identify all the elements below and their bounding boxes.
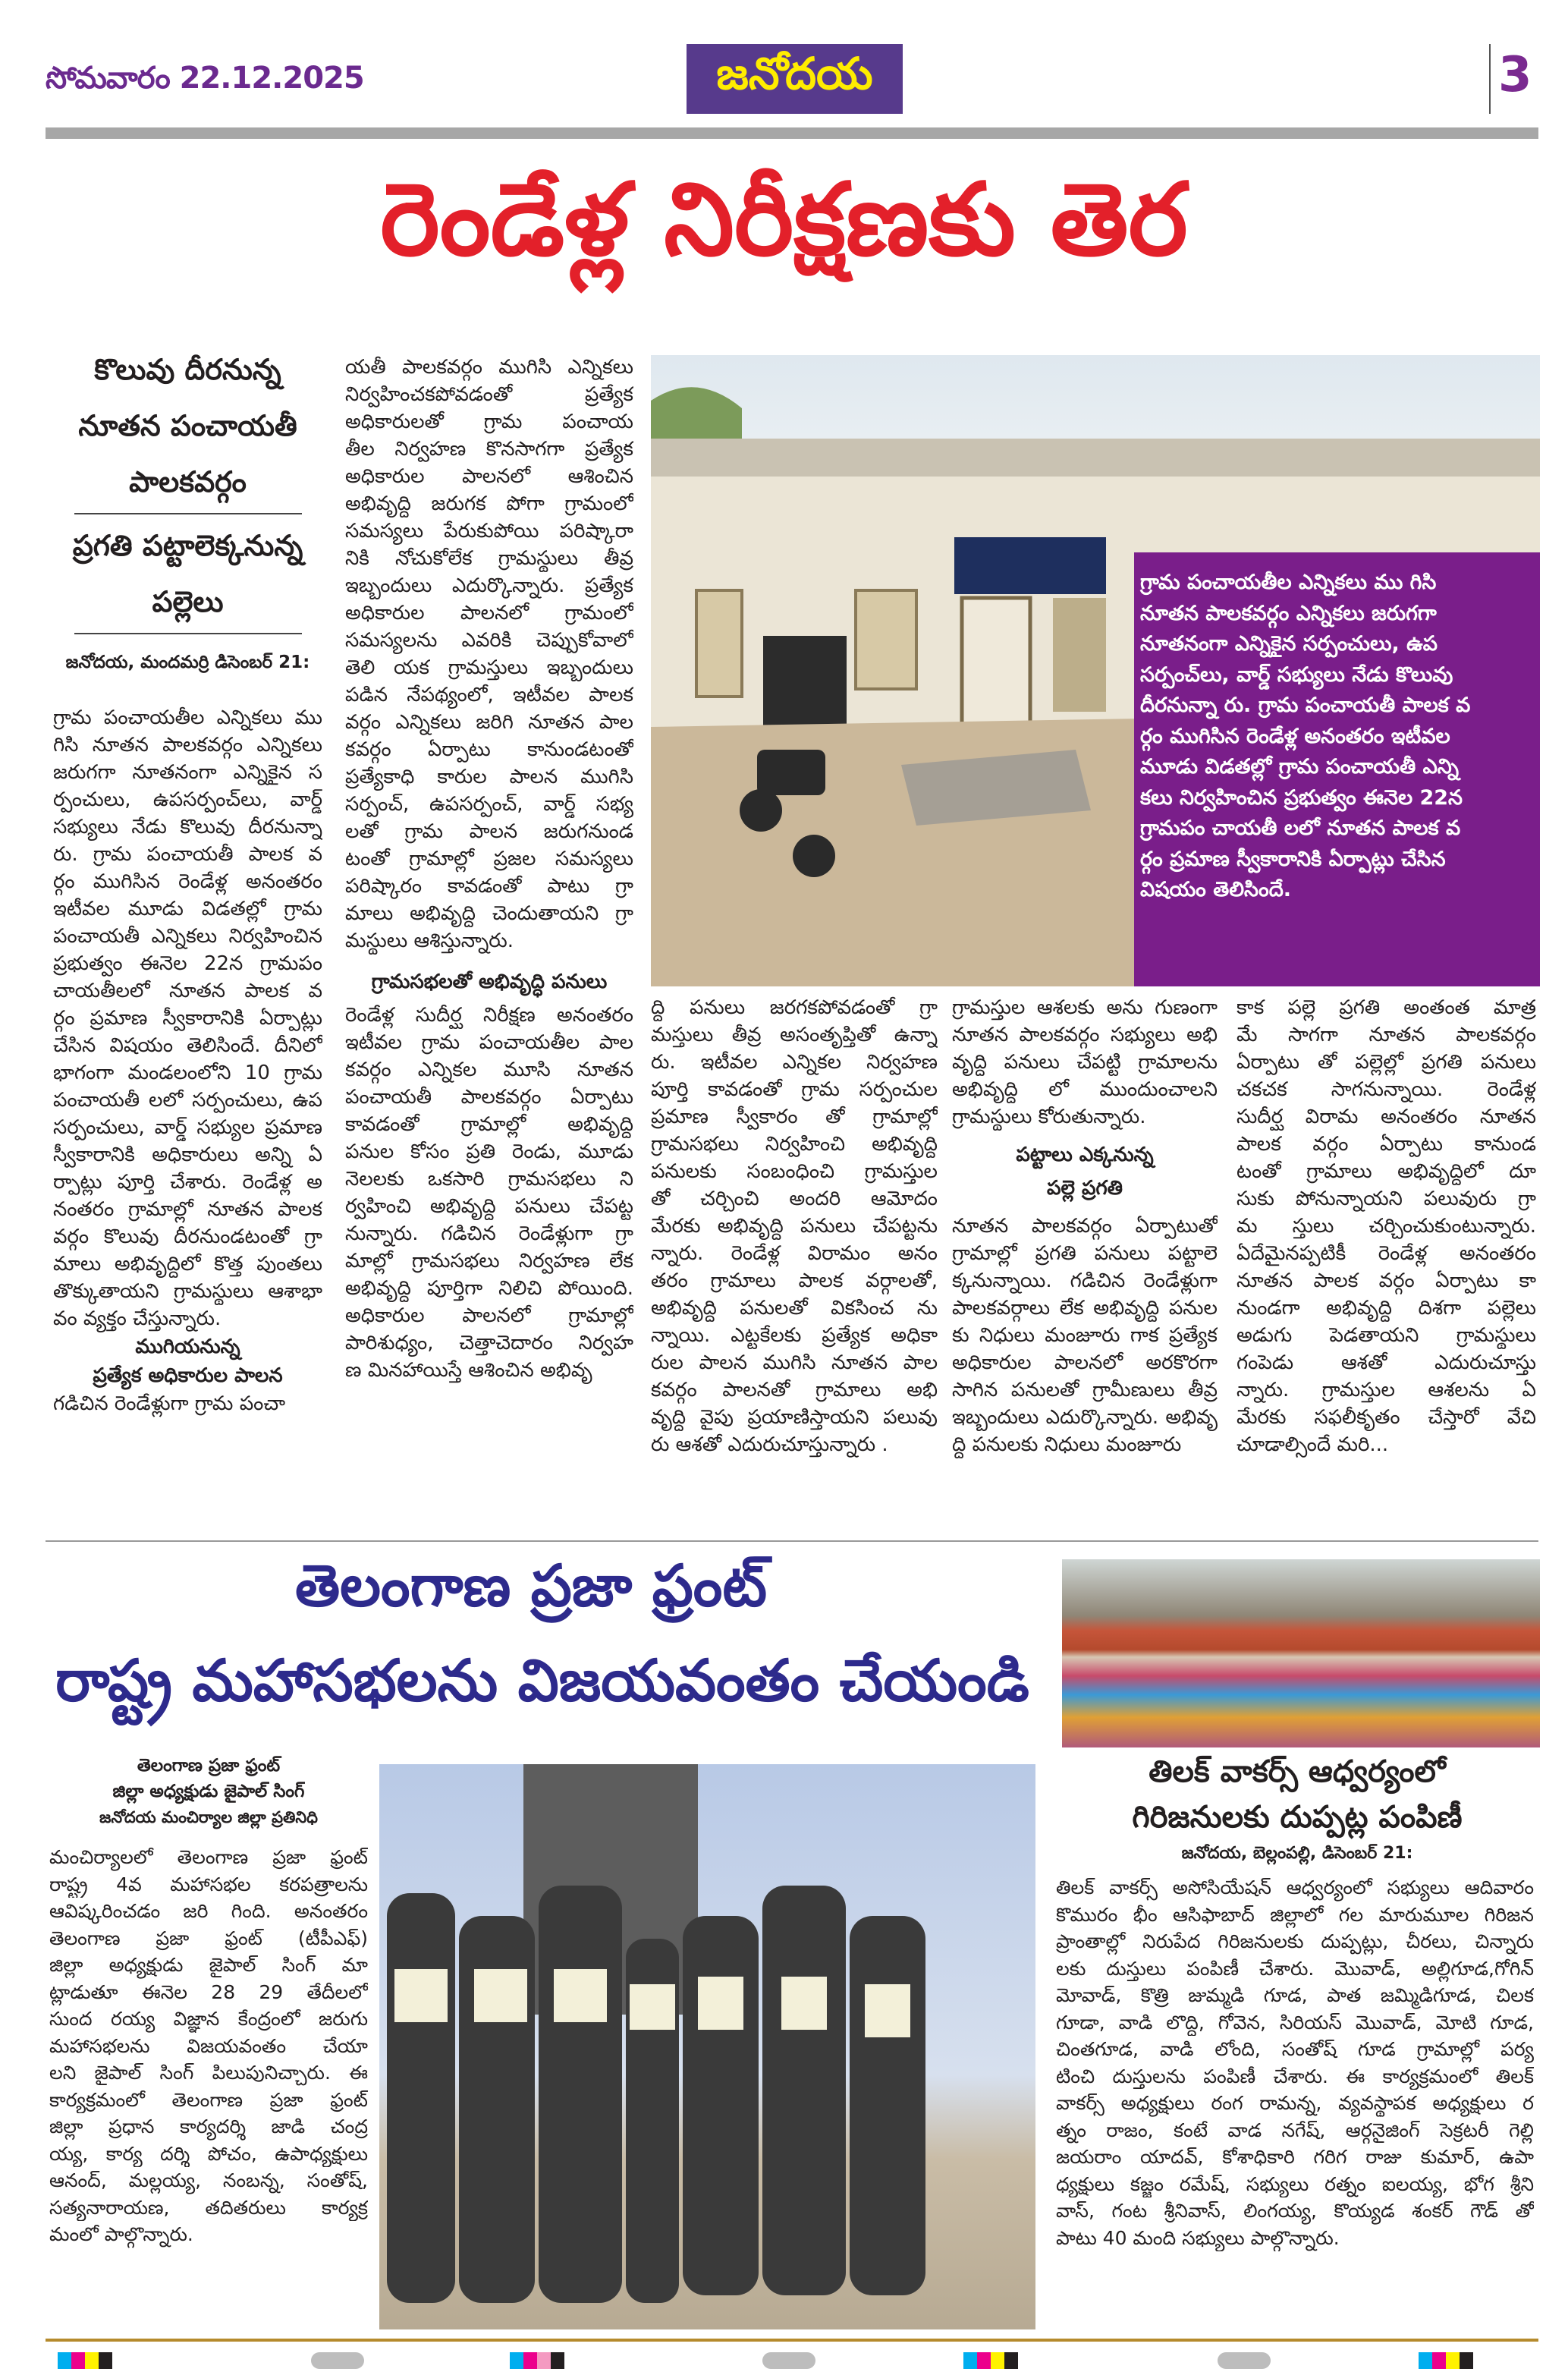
article-column-3	[651, 994, 938, 1458]
text-line: గ్రామస్తుల ఆశలకు అను గుణంగా	[952, 996, 1218, 1019]
registration-pill	[311, 2352, 364, 2369]
headline-line: తిలక్ వాకర్స్ ఆధ్వర్యంలో	[1149, 1754, 1446, 1789]
subheading: ముగియనున్న	[135, 1335, 240, 1358]
text-line: నూతన పాలకవర్గం ఎన్నికలు జరుగగా	[1140, 601, 1437, 625]
text-line: మాలు అభివృద్ధిలో కొత్త పుంతలు	[53, 1253, 322, 1276]
text-line: చకచక సాగనున్నాయి. రెండేళ్ల	[1236, 1078, 1536, 1101]
text-line: మస్తులు తీవ్ర అసంతృప్తితో ఉన్నా	[651, 1024, 938, 1046]
text-line: చింతగూడ, వాడి లోంది, సంతోష్ గూడ గ్రామాల్లో పర్య	[1056, 2038, 1534, 2060]
text-line: మేరకు అభివృద్ధి పనులు చేపట్టను	[651, 1215, 938, 1238]
text-line: మంలో పాల్గొన్నారు.	[49, 2223, 193, 2245]
text-line: నున్నారు. గడిచిన రెండేళ్లుగా గ్రా	[345, 1222, 633, 1245]
text-line: రాష్ట్ర 4వ మహాసభల కరపత్రాలను	[49, 1873, 368, 1895]
tilak-headline	[1054, 1749, 1540, 1840]
text-line: స్వీకారానికి అధికారులు అన్ని ఏ	[53, 1143, 322, 1166]
tpf-subheading	[53, 1753, 364, 1830]
page-number-divider	[1489, 44, 1491, 114]
text-line: తిలక్ వాకర్స్ అసోసియేషన్ ఆధ్వర్యంలో సభ్యులు ఆదివారం	[1056, 1876, 1534, 1898]
text-line: పాలకవర్గాలు లేక అభివృద్ధి పనుల	[952, 1297, 1218, 1320]
text-line: గిసి నూతన పాలకవర్గం ఎన్నికలు	[53, 734, 322, 757]
text-line: కాక పల్లె ప్రగతి అంతంత మాత్ర	[1236, 996, 1536, 1019]
text-line: యతీ పాలకవర్గం ముగిసి ఎన్నికలు	[345, 356, 633, 379]
text-line: ర్గం ముగిసిన రెండేళ్ల అనంతరం	[53, 870, 322, 893]
text-line: ఆవిష్కరించడం జరి గింది. అనంతరం	[49, 1900, 368, 1922]
side-heading-line: ప్రగతి పట్టాలెక్కనున్న	[72, 529, 303, 562]
text-line: అభివృద్ధి పూర్తిగా నిలిచి పోయింది.	[345, 1277, 633, 1300]
group-photo-illustration	[379, 1764, 1035, 2329]
pamphlet-release-photo	[379, 1764, 1035, 2329]
text-line: మంచిర్యాలలో తెలంగాణ ప్రజా ఫ్రంట్	[49, 1846, 368, 1868]
text-line: న్నాయి. ఎట్టకేలకు ప్రత్యేక అధికా	[651, 1324, 938, 1347]
article-column-1	[53, 704, 322, 1417]
text-line: నూతన పాలకవర్గం సభ్యులు అభి	[952, 1024, 1218, 1046]
tpf-headline-line-1: తెలంగాణ ప్రజా ఫ్రంట్	[294, 1552, 767, 1619]
text-line: ర్వహించి అభివృద్ధి పనులు చేపట్ట	[345, 1195, 633, 1218]
text-line: వర్గం ఎన్నికలు జరిగి నూతన పాల	[345, 711, 633, 734]
text-line: ర్పాట్లు పూర్తి చేశారు. రెండేళ్ల అ	[53, 1171, 322, 1194]
text-line: సత్యనారాయణ, తదితరులు కార్యక్ర	[49, 2196, 368, 2219]
text-line: దీరనున్నా రు. గ్రామ పంచాయతీ పాలక వ	[1140, 694, 1471, 717]
text-line: గంపెడు ఆశతో ఎదురుచూస్తు	[1236, 1351, 1536, 1374]
text-line: మేరకు సఫలీకృతం చేస్తారో వేచి	[1236, 1406, 1536, 1429]
text-line: అధికారుల పాలనలో గ్రామాల్లో	[345, 1304, 633, 1327]
text-line: రు. గ్రామ పంచాయతీ పాలక వ	[53, 843, 322, 866]
text-line: కార్యక్రమంలో తెలంగాణ ప్రజా ఫ్రంట్	[49, 2088, 368, 2111]
text-line: ఇబ్బందులు ఎదుర్కొన్నారు. అభివృ	[952, 1406, 1218, 1429]
side-heading-line: పాలకవర్గం	[129, 465, 247, 499]
text-line: అధికారుల పాలనలో గ్రామంలో	[345, 602, 633, 624]
tpf-article-body	[49, 1844, 368, 2248]
tpf-headline-line-2: రాష్ట్ర మహాసభలను విజయవంతం చేయండి	[55, 1647, 1029, 1714]
text-line: న్నారు. గ్రామస్తుల ఆశలను ఏ	[1236, 1379, 1536, 1401]
text-line: నిర్వహించకపోవడంతో ప్రత్యేక	[345, 383, 633, 406]
text-line: మోవాడ్, కొత్రి జుమ్మడి గూడ, పాత జమ్మిడిగూడ, చిలక	[1056, 1984, 1534, 2006]
text-line: పారిశుధ్యం, చెత్తాచెదారం నిర్వహ	[345, 1332, 633, 1354]
text-line: సర్పంచులు, వార్డ్ సభ్యుల ప్రమాణ	[53, 1116, 322, 1139]
text-line: అభివృద్ధి లో ముందుంచాలని	[952, 1078, 1218, 1101]
text-line: అడుగు పెడతాయని గ్రామస్థులు	[1236, 1324, 1536, 1347]
text-line: ఏదేమైనప్పటికీ రెండేళ్ల అనంతరం	[1236, 1242, 1536, 1265]
text-line: వర్గం కొలువు దీరనుండటంతో గ్రా	[53, 1225, 322, 1248]
text-line: ణ మినహాయిస్తే ఆశించిన అభివృ	[345, 1359, 592, 1382]
subheading: గ్రామసభలతో అభివృద్ధి పనులు	[371, 970, 608, 993]
text-line: లకు దుస్తులు పంపిణీ చేశారు. మొవాడ్, అల్లిగూడ,గోగిన్	[1056, 1957, 1534, 1980]
text-line: ద్ధి పనులకు నిధులు మంజూరు	[952, 1433, 1182, 1456]
text-line: గడిచిన రెండేళ్లుగా గ్రామ పంచా	[53, 1392, 286, 1415]
color-registration-marks	[963, 2352, 1018, 2369]
text-line: ద్ధి పనులు జరగకపోవడంతో గ్రా	[651, 996, 938, 1019]
text-line: చూడాల్సిందే మరి...	[1236, 1433, 1389, 1456]
color-registration-marks	[510, 2352, 564, 2369]
text-line: లని జైపాల్ సింగ్ పిలుపునిచ్చారు. ఈ	[49, 2062, 368, 2084]
text-line: తరం గ్రామాలు పాలక వర్గాలతో,	[651, 1269, 938, 1292]
text-line: రెండేళ్ల సుదీర్ఘ నిరీక్షణ అనంతరం	[345, 1004, 633, 1027]
subheading-line: జిల్లా అధ్యక్షుడు జైపాల్ సింగ్	[112, 1782, 305, 1801]
text-line: నూతన పాలకవర్గం ఏర్పాటుతో	[952, 1215, 1218, 1238]
text-line: వృద్ధి వైపు ప్రయాణిస్తాయని పలువు	[651, 1406, 938, 1429]
text-line: టించి దుస్తులను పంపిణీ చేశారు. ఈ కార్యక్రమంలో తిలక్	[1056, 2065, 1534, 2087]
blanket-distribution-photo	[1062, 1559, 1540, 1747]
text-line: పంచాయతీ లలో సర్పంచులు, ఉప	[53, 1089, 322, 1112]
text-line: గ్రామాల్లో ప్రగతి పనులు పట్టాలె	[952, 1242, 1218, 1265]
text-line: పరిష్కారం కావడంతో పాటు గ్రా	[345, 875, 633, 898]
text-line: ఇటీవల గ్రామ పంచాయతీల పాల	[345, 1031, 633, 1054]
text-line: వాస్, గంట శ్రీనివాస్, లింగయ్య, కొయ్యడ శంకర్ గౌడ్ తో	[1056, 2200, 1534, 2222]
text-line: ర్పంచులు, ఉపసర్పంచ్‌లు, వార్డ్	[53, 788, 322, 811]
text-line: కు నిధులు మంజూరు గాక ప్రత్యేక	[952, 1324, 1218, 1347]
divider	[74, 513, 302, 514]
text-line: సర్పంచ్‌లు, వార్డ్ సభ్యులు నేడు కొలువు	[1140, 662, 1453, 687]
tilak-article-body	[1056, 1874, 1534, 2251]
text-line: నుండగా అభివృద్ధి దిశగా పల్లెలు	[1236, 1297, 1536, 1320]
registration-pill	[762, 2352, 815, 2369]
text-line: రు. ఇటీవల ఎన్నికల నిర్వహణ	[651, 1051, 938, 1074]
text-line: సాగిన పనులతో గ్రామీణులు తీవ్ర	[952, 1379, 1218, 1401]
lead-headline: రెండేళ్ల నిరీక్షణకు తెర	[380, 162, 1188, 278]
text-line: సర్పంచ్, ఉపసర్పంచ్, వార్డ్ సభ్య	[345, 793, 633, 816]
footer-rule	[46, 2339, 1538, 2342]
section-divider	[46, 1540, 1538, 1542]
text-line: ప్రాంతాల్లో నిరుపేద గిరిజనులకు దుప్పట్లు, చీరలు, చిన్నారు	[1056, 1930, 1534, 1952]
text-line: పాలక వర్గం ఏర్పాటు కానుండ	[1236, 1133, 1536, 1156]
text-line: జయరాం యాదవ్, కోశాధికారి గరిగ రాజు కుమార్, ఉపా	[1056, 2146, 1534, 2168]
text-line: పంచాయతీ ఎన్నికలు నిర్వహించిన	[53, 925, 322, 948]
text-line: తో చర్చించి అందరి ఆమోదం	[651, 1188, 938, 1210]
text-line: పడిన నేపథ్యంలో, ఇటీవల పాలక	[345, 684, 633, 706]
text-line: కలు నిర్వహించిన ప్రభుత్వం ఈనెల 22న	[1140, 785, 1463, 810]
text-line: విషయం తెలిసిందే.	[1140, 878, 1292, 901]
text-line: త్నం రాజం, కంటే వాడ నగేష్, ఆర్గనైజింగ్ సెక్రటరీ గెల్లి	[1056, 2119, 1534, 2141]
text-line: గ్రామసభలు నిర్వహించి అభివృద్ధి	[651, 1133, 938, 1156]
newspaper-logo	[687, 44, 903, 114]
text-line: సుకు పోనున్నాయని పలువురు గ్రా	[1236, 1188, 1536, 1210]
text-line: వం వ్యక్తం చేస్తున్నారు.	[53, 1307, 222, 1330]
subheading-line: తెలంగాణ ప్రజా ఫ్రంట్	[137, 1756, 281, 1776]
dateline: జనోదయ, మందమర్రి డిసెంబర్ 21:	[65, 653, 310, 672]
text-line: య్య, కార్య దర్శి పోచం, ఉపాధ్యక్షులు	[49, 2142, 368, 2165]
divider	[74, 633, 302, 634]
subheading: పట్టాలు ఎక్కనున్న	[1016, 1143, 1154, 1166]
text-line: ఇటీవల మూడు విడతల్లో గ్రామ	[53, 898, 322, 920]
article-column-2	[345, 354, 633, 1384]
text-line: పనుల కోసం ప్రతి రెండు, మూడు	[345, 1140, 633, 1163]
text-line: ర్గం ప్రమాణ స్వీకారానికి ఏర్పాట్లు చేసిన	[1140, 847, 1446, 871]
article-column-5	[1236, 994, 1536, 1458]
text-line: పూర్తి కావడంతో గ్రామ సర్పంచుల	[651, 1078, 938, 1101]
text-line: ఇబ్బందులు ఎదుర్కొన్నారు. ప్రత్యేక	[345, 574, 633, 597]
text-line: ప్రత్యేకాధి కారుల పాలన ముగిసి	[345, 766, 633, 788]
text-line: పాటు 40 మంది సభ్యులు పాల్గొన్నారు.	[1056, 2226, 1340, 2249]
text-line: కావడంతో గ్రామాల్లో అభివృద్ధి	[345, 1113, 633, 1136]
side-heading-line: కొలువు దీరనున్న	[94, 353, 281, 386]
text-line: ట్లాడుతూ ఈనెల 28 29 తేదీలలో	[49, 1980, 368, 2003]
text-line: గ్రామ పంచాయతీల ఎన్నికలు ము గిసి	[1140, 571, 1437, 594]
text-line: అధికారుల పాలనలో ఆశించిన	[345, 465, 633, 488]
text-line: ప్రమాణ స్వీకారం తో గ్రామాల్లో	[651, 1106, 938, 1128]
side-heading-line: పల్లెలు	[152, 585, 224, 618]
text-line: ప్రభుత్వం ఈనెల 22న గ్రామపం	[53, 952, 322, 975]
text-line: అభివృద్ధి జరుగక పోగా గ్రామంలో	[345, 492, 633, 515]
text-line: గ్రామస్థులు కోరుతున్నారు.	[952, 1106, 1146, 1128]
text-line: న్నారు. రెండేళ్ల విరామం అనం	[651, 1242, 938, 1265]
registration-pill	[1218, 2352, 1271, 2369]
subheading: పల్లె ప్రగతి	[1047, 1177, 1123, 1200]
text-line: జరుగగా నూతనంగా ఎన్నికైన స	[53, 761, 322, 784]
text-line: పనులకు సంబంధించి గ్రామస్తుల	[651, 1160, 938, 1183]
text-line: ఆనంద్, మల్లయ్య, నంబన్న, సంతోష్,	[49, 2169, 368, 2191]
text-line: నంతరం గ్రామాల్లో నూతన పాలక	[53, 1198, 322, 1221]
text-line: ర్గం ముగిసిన రెండేళ్ల అనంతరం ఇటీవల	[1140, 724, 1450, 748]
text-line: కవర్గం పాలనతో గ్రామాలు అభి	[651, 1379, 938, 1401]
text-line: గ్రామపం చాయతీ లలో నూతన పాలక వ	[1140, 816, 1461, 840]
text-line: సుదీర్ఘ విరామ అనంతరం నూతన	[1236, 1106, 1536, 1128]
text-line: రుల పాలన ముగిసి నూతన పాల	[651, 1351, 938, 1374]
text-line: సమస్యలు పేరుకుపోయి పరిష్కారా	[345, 520, 633, 543]
photo-caption-box	[1134, 552, 1540, 986]
text-line: క్కనున్నాయి. గడిచిన రెండేళ్లుగా	[952, 1269, 1218, 1292]
text-line: కవర్గం ఎన్నికల మూసి నూతన	[345, 1059, 633, 1081]
dateline: జనోదయ మంచిర్యాల జిల్లా ప్రతినిధి	[99, 1808, 318, 1826]
text-line: ఏర్పాటు తో పల్లెల్లో ప్రగతి పనులు	[1236, 1051, 1536, 1074]
text-line: వృద్ధి పనులు చేపట్టి గ్రామాలను	[952, 1051, 1218, 1074]
side-heading-line: నూతన పంచాయతీ	[78, 409, 297, 442]
text-line: నూతన పాలక వర్గం ఏర్పాటు కా	[1236, 1269, 1536, 1292]
text-line: మాలు అభివృద్ధి చెందుతాయని గ్రా	[345, 902, 633, 925]
text-line: గ్రామ పంచాయతీల ఎన్నికలు ము	[53, 706, 322, 729]
text-line: అధికారుల పాలనలో అరకొరగా	[952, 1351, 1218, 1374]
text-line: టంతో గ్రామాల్లో ప్రజల సమస్యలు	[345, 848, 633, 870]
color-registration-marks	[58, 2352, 112, 2369]
text-line: నెలలకు ఒకసారి గ్రామసభలు ని	[345, 1168, 633, 1191]
text-line: పంచాయతీ పాలకవర్గం ఏర్పాటు	[345, 1086, 633, 1109]
text-line: తెలి యక గ్రామస్తులు ఇబ్బందులు	[345, 656, 633, 679]
text-line: సభ్యులు నేడు కొలువు దీరనున్నా	[53, 816, 322, 838]
dateline: జనోదయ, బెల్లంపల్లి, డిసెంబర్ 21:	[1181, 1844, 1413, 1863]
text-line: మ స్తులు చర్చించుకుంటున్నారు.	[1236, 1215, 1536, 1238]
text-line: సుంద రయ్య విజ్ఞాన కేంద్రంలో జరుగు	[49, 2008, 368, 2030]
text-line: చేసిన విషయం తెలిసిందే. దీనిలో	[53, 1034, 322, 1057]
side-heading	[53, 341, 322, 637]
text-line: తీల నిర్వహణ కొనసాగగా ప్రత్యేక	[345, 438, 633, 461]
text-line: మస్థులు ఆశిస్తున్నారు.	[345, 930, 514, 952]
text-line: మాల్లో గ్రామసభలు నిర్వహణ లేక	[345, 1250, 633, 1272]
text-line: మహాసభలను విజయవంతం చేయా	[49, 2034, 368, 2057]
subheading: ప్రత్యేక అధికారుల పాలన	[93, 1364, 283, 1387]
headline-line: గిరిజనులకు దుప్పట్ల పంపిణీ	[1132, 1800, 1463, 1835]
color-registration-marks	[1419, 2352, 1473, 2369]
article-column-4	[952, 994, 1218, 1458]
text-line: మే సాగగా నూతన పాలకవర్గం	[1236, 1024, 1536, 1046]
text-line: లతో గ్రామ పాలన జరుగనుండ	[345, 820, 633, 843]
logo-text: జనోదయ	[716, 47, 873, 99]
text-line: కొమురం భీం ఆసిఫాబాద్ జిల్లాలో గల మారుమూల గిరిజన	[1056, 1903, 1534, 1926]
text-line: భాగంగా మండలంలోని 10 గ్రామ	[53, 1062, 322, 1084]
text-line: టంతో గ్రామాలు అభివృద్ధిలో దూ	[1236, 1160, 1536, 1183]
issue-date: సోమవారం 22.12.2025	[46, 61, 364, 96]
text-line: సమస్యలను ఎవరికి చెప్పుకోవాలో	[345, 629, 633, 652]
text-line: వాకర్స్ అధ్యక్షులు రంగ రామన్న, వ్యవస్థాపక అధ్యక్షులు ర	[1056, 2092, 1534, 2114]
text-line: తెలంగాణ ప్రజా ఫ్రంట్ (టీపీఎఫ్)	[49, 1927, 368, 1949]
text-line: నికి నోచుకోలేక గ్రామస్థులు తీవ్ర	[345, 547, 633, 570]
text-line: ర్గం ప్రమాణ స్వీకారానికి ఏర్పాట్లు	[53, 1007, 322, 1030]
text-line: కవర్గం ఏర్పాటు కానుండటంతో	[345, 738, 633, 761]
text-line: తొక్కుతాయని గ్రామస్థులు ఆశాభా	[53, 1280, 322, 1303]
text-line: గూడా, వాడి లొద్ది, గోవెన, సిరియస్ మొవాడ్, మోటి గూడ,	[1056, 2011, 1534, 2034]
page-number: 3	[1498, 47, 1532, 103]
header-rule	[46, 127, 1538, 139]
text-line: జిల్లా అధ్యక్షుడు జైపాల్ సింగ్ మా	[49, 1954, 368, 1976]
text-line: చాయతీలలో నూతన పాలక వ	[53, 980, 322, 1002]
text-line: అధికారులతో గ్రామ పంచాయ	[345, 411, 633, 433]
text-line: రు ఆశతో ఎదురుచూస్తున్నారు .	[651, 1433, 888, 1456]
text-line: జిల్లా ప్రధాన కార్యదర్శి జాడి చంద్ర	[49, 2115, 368, 2138]
text-line: అభివృద్ధి పనులతో వికసించ ను	[651, 1297, 938, 1320]
text-line: మూడు విడతల్లో గ్రామ పంచాయతీ ఎన్ని	[1140, 755, 1459, 779]
text-line: ధ్యక్షులు కజ్జం రమేష్, సభ్యులు రత్నం ఐలయ్య, భోగ శ్రీని	[1056, 2172, 1534, 2195]
text-line: నూతనంగా ఎన్నికైన సర్పంచులు, ఉప	[1140, 632, 1438, 656]
